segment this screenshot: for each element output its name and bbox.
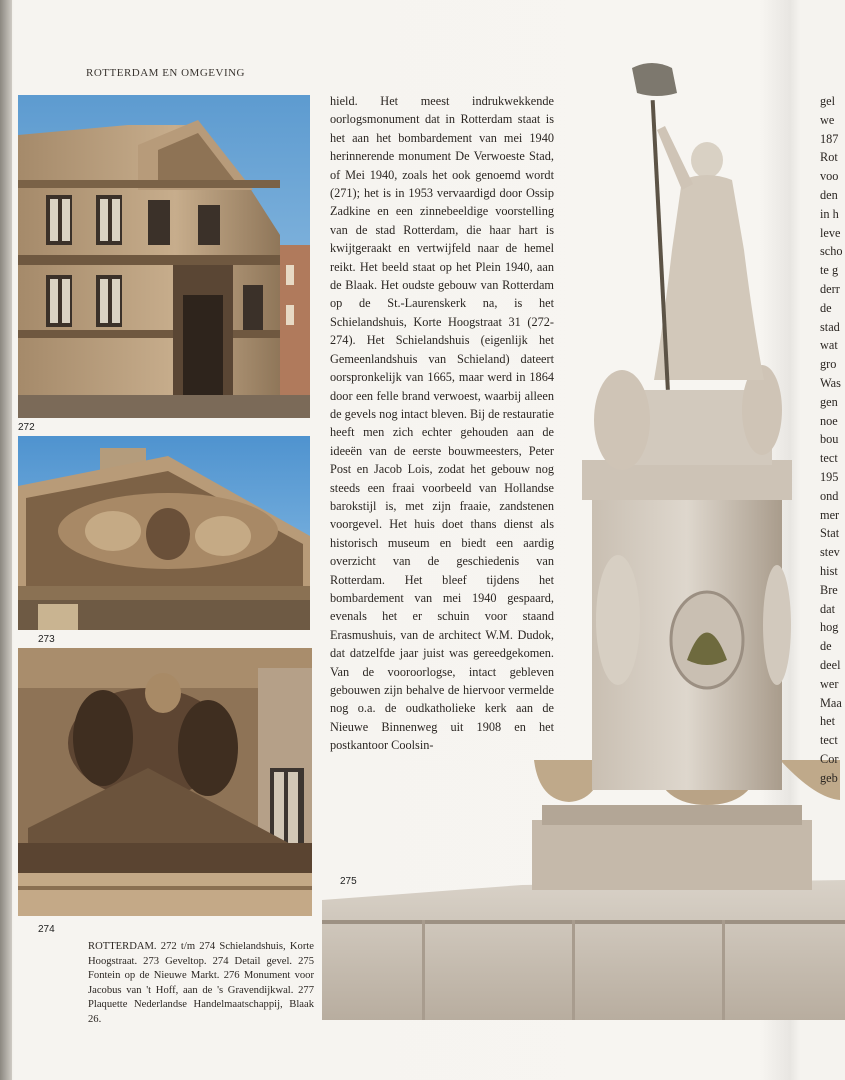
- fragment-line: hist: [820, 563, 838, 578]
- fragment-line: Stat: [820, 526, 840, 541]
- fragment-line: Bre: [820, 582, 838, 597]
- body-paragraph: hield. Het meest indrukwekkende oorlogsmonument dat in Rotterdam staat is het aan het bombardement van mei 1940 herinnerende monument De Verwoeste Stad, of Mei 1940, zoals het ook genoemd wordt (271); het is in 1953 vervaardigd door Ossip Zadkine en een zinnebeeldige voorstelling van de stad Rotterdam, die haar hart is kwijtgeraakt en vertwijfeld naar de hemel reikt. Het beeld staat op het Plein 1940, aan de Blaak. Het oudste gebouw van Rotterdam op de St.-Laurenskerk na, is het Schielandshuis, Korte Hoogstraat 31 (272-274). Het Schielandshuis (eigenlijk het Gemeenlandshuis van Schieland) dateert oorspronkelijk van 1665, maar werd in 1864 door een felle brand verwoest, waarbij alleen de gevels nog intact bleven. Bij de restauratie heeft men zich echter gehouden aan de ideeën van de eerste bouwmeesters, Peter Post en Jacob Lois, zodat het gebouw nog steeds een fraai voorbeeld van Hollandse barokstijl is, met zijn fraaie, zandstenen voorgevel. Het huis doet thans dienst als historisch museum en biedt een aardig overzicht van de geschiedenis van Rotterdam. Het bleef tijdens het bombardement van mei 1940 gespaard, evenals het er schuin voor staand Erasmushuis, van de architect W.M. Dudok, dat datzelfde jaar juist was gereedgekomen. Van de vooroorlogse, intact gebleven gebouwen zijn behalve de hiervoor vermelde nog o.a. de oudkatholieke kerk aan de Nieuwe Binnenweg uit 1908 en het postkantoor Coolsin-: [330, 94, 554, 753]
- fragment-line: wer: [820, 676, 839, 691]
- book-spine-shadow: [0, 0, 12, 1080]
- fragment-line: te g: [820, 263, 839, 278]
- fragment-line: geb: [820, 770, 838, 785]
- figure-number-273: 273: [38, 634, 55, 645]
- fragment-line: het: [820, 714, 836, 729]
- fragment-line: Was: [820, 375, 841, 390]
- fragment-line: gro: [820, 357, 837, 372]
- fragment-line: wat: [820, 338, 838, 353]
- fragment-line: we: [820, 112, 835, 127]
- fragment-line: Rot: [820, 150, 838, 165]
- fragment-line: 187: [820, 131, 839, 146]
- fragment-line: stad: [820, 319, 840, 334]
- fragment-line: voo: [820, 169, 839, 184]
- fragment-line: bou: [820, 432, 839, 447]
- fragment-line: scho: [820, 244, 843, 259]
- fragment-line: mer: [820, 507, 840, 522]
- photo-facade-detail: [18, 648, 312, 916]
- photo-pediment: [18, 436, 310, 630]
- fragment-line: tect: [820, 733, 838, 748]
- fragment-line: 195: [820, 469, 839, 484]
- fragment-line: Maa: [820, 695, 842, 710]
- fragment-line: Cor: [820, 751, 839, 766]
- figure-number-275: 275: [340, 876, 357, 887]
- photo-fountain-nieuwe-markt: [322, 60, 845, 1020]
- fragment-line: dat: [820, 601, 836, 616]
- fragment-line: den: [820, 187, 838, 202]
- fragment-line: deel: [820, 657, 841, 672]
- fragment-line: hog: [820, 620, 839, 635]
- figure-caption: ROTTERDAM. 272 t/m 274 Schielandshuis, Korte Hoogstraat. 273 Geveltop. 274 Detail gevel. 275 Fontein op de Nieuwe Markt. 276 Monument voor Jacobus van 't Hoff, aan de 's Gravendijkwal. 277 Plaquette Nederlandse Handelmaatschappij, Blaak 26.: [88, 941, 314, 1025]
- figure-number-272: 272: [18, 422, 35, 433]
- next-page-text-fragments: [820, 92, 845, 787]
- fragment-line: tect: [820, 451, 838, 466]
- fragment-line: de: [820, 639, 832, 654]
- photo-schielandshuis: [18, 95, 310, 418]
- fragment-line: ond: [820, 488, 839, 503]
- running-head: ROTTERDAM EN OMGEVING: [86, 67, 245, 79]
- fragment-line: gel: [820, 94, 836, 108]
- fragment-line: gen: [820, 394, 838, 409]
- fragment-line: de: [820, 300, 832, 315]
- fragment-line: stev: [820, 545, 840, 560]
- fragment-line: derr: [820, 281, 840, 296]
- fragment-line: leve: [820, 225, 841, 240]
- figure-number-274: 274: [38, 924, 55, 935]
- fragment-line: noe: [820, 413, 838, 428]
- fragment-line: in h: [820, 206, 839, 221]
